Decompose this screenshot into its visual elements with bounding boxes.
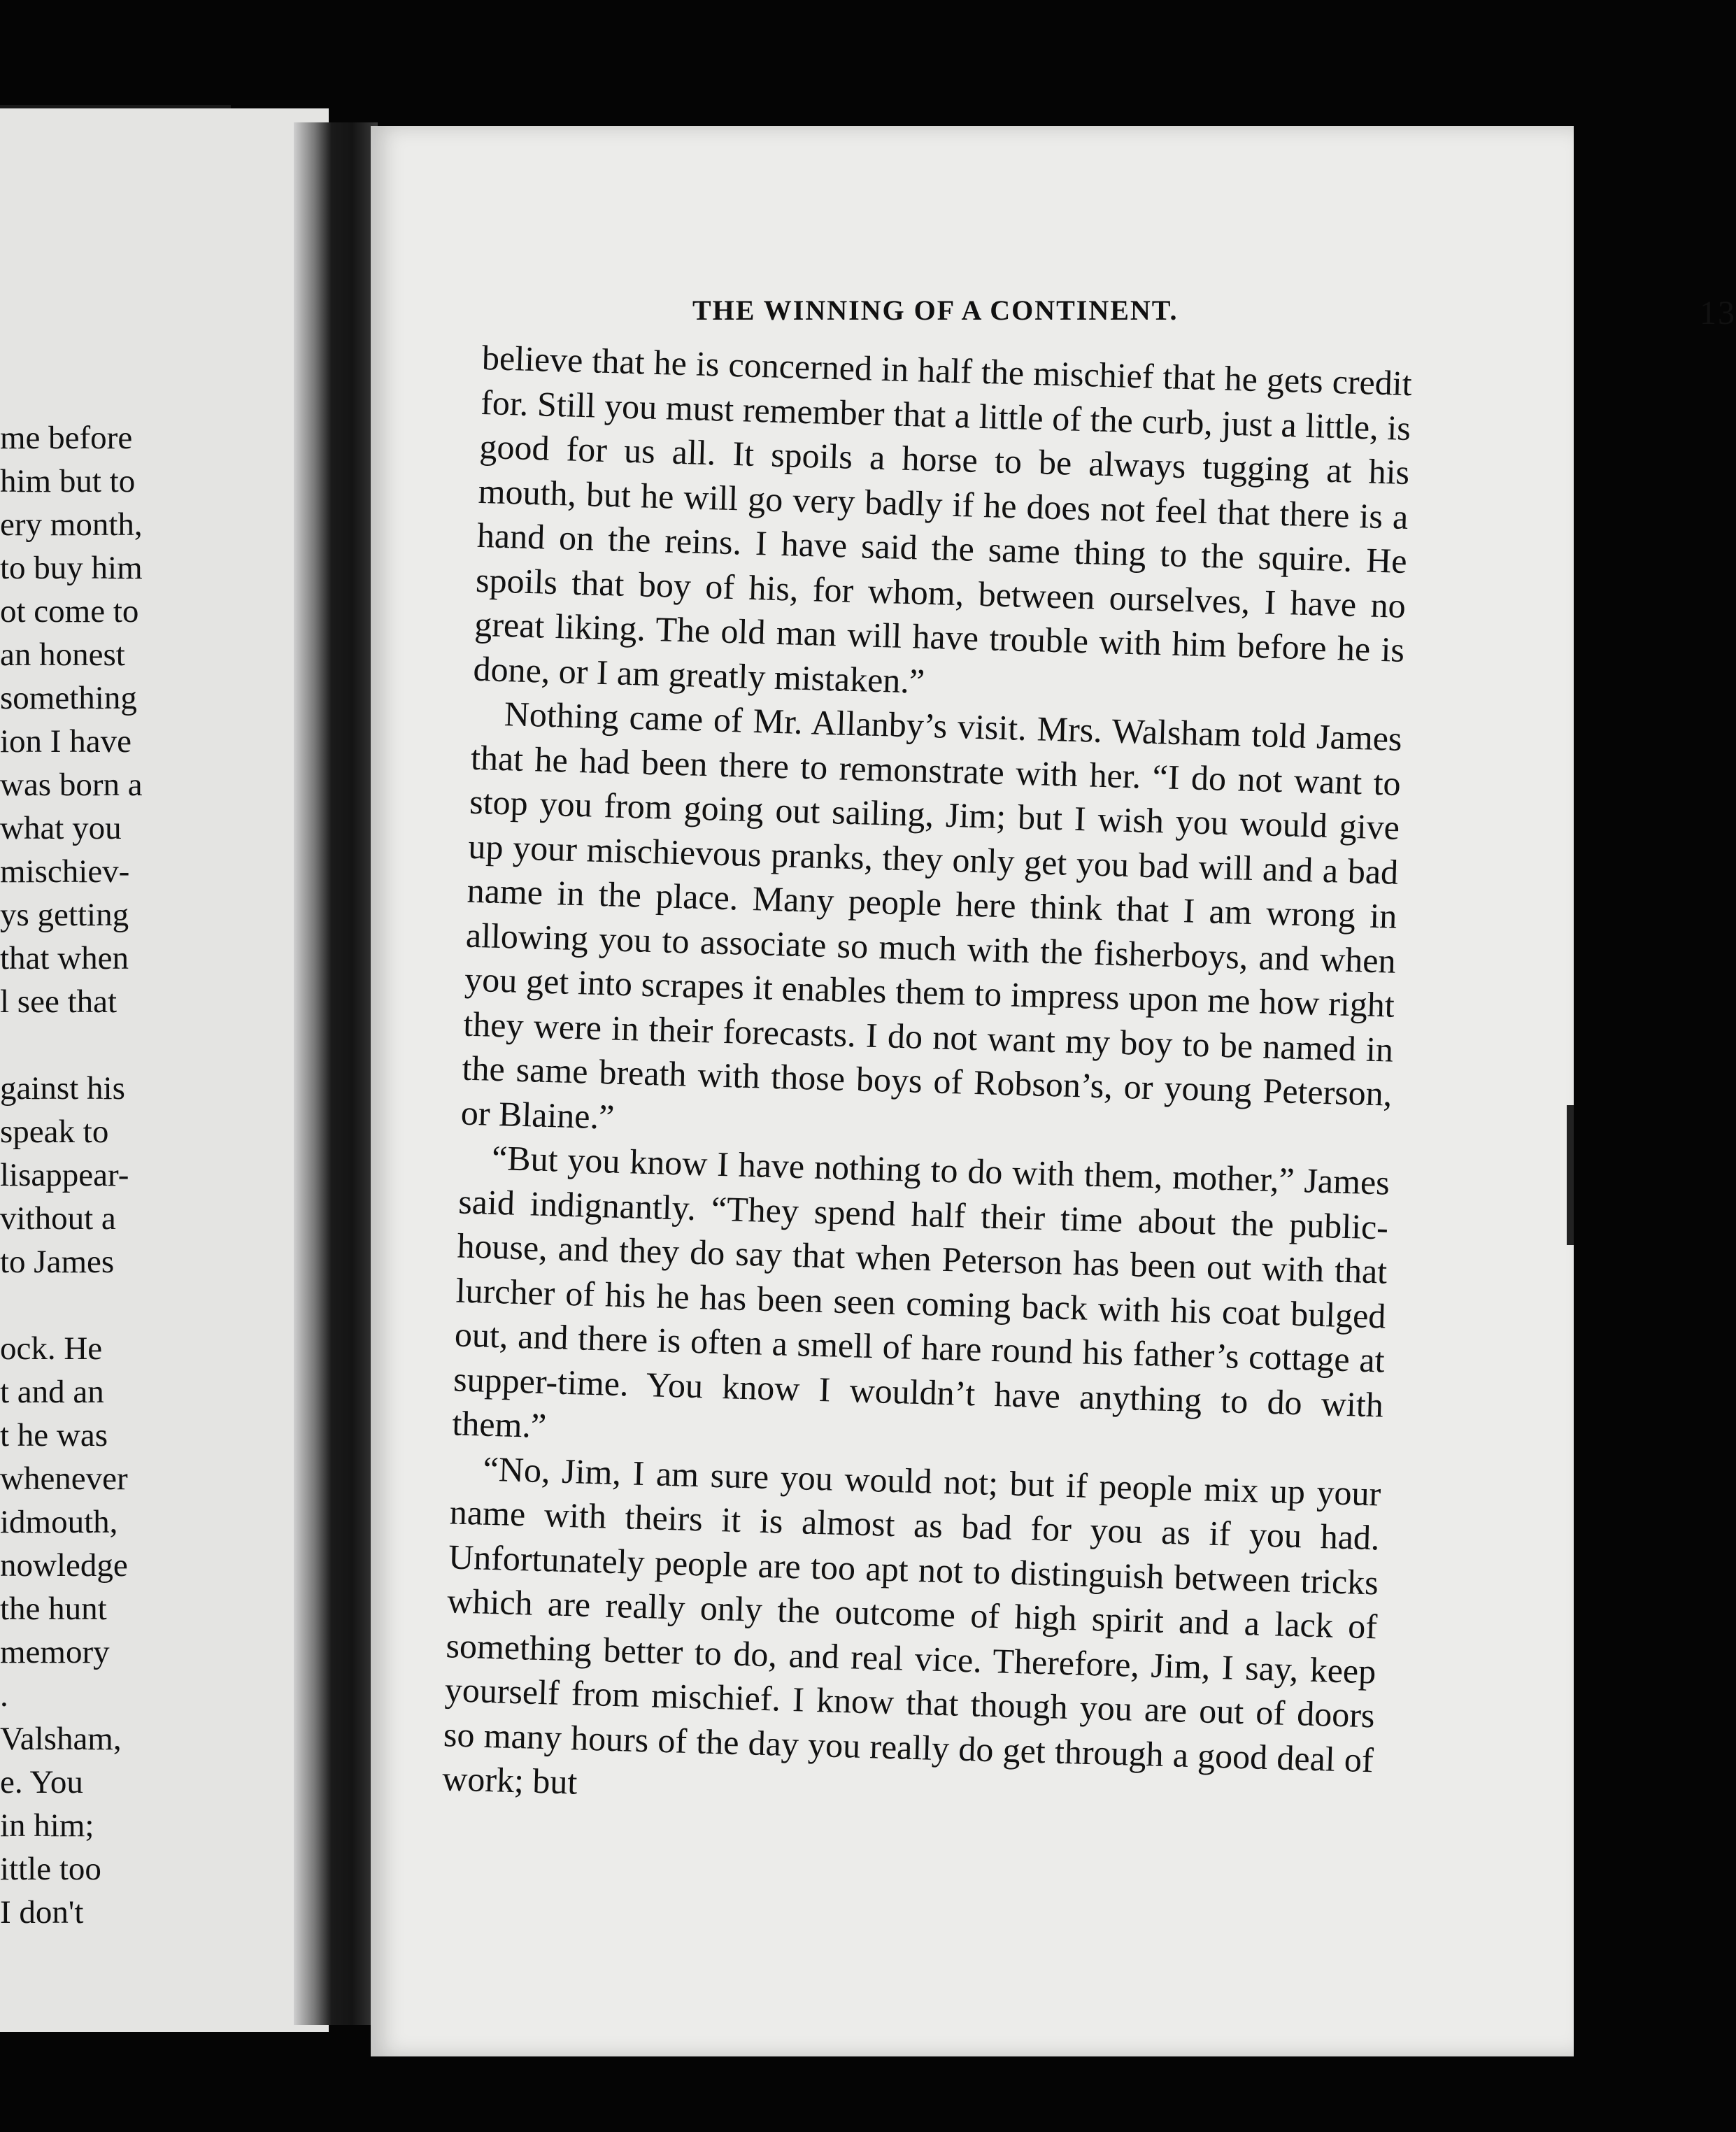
paragraph: believe that he is concerned in half the mischief that he gets credit for. Still you must remember that a little of the curb, just a little, is good for us all. It spoils a horse to be always tugging at his mouth, but he will go very badly if he does not feel that there is a hand on the reins. I have said the same thing to the squire. He spoils that boy of his, for whom, between ourselves, I have no great liking. The old man will have trouble with him before he is done, or I am greatly mistaken.” bbox=[472, 337, 1413, 701]
left-line bbox=[0, 1284, 329, 1327]
left-line: l see that bbox=[0, 983, 118, 1020]
left-line: to James bbox=[0, 1244, 115, 1280]
left-line: memory bbox=[0, 1634, 110, 1670]
left-line: Valsham, bbox=[0, 1721, 122, 1757]
left-page-text bbox=[0, 416, 329, 1934]
left-line: to buy him bbox=[0, 550, 143, 586]
left-line: ittle too bbox=[0, 1851, 101, 1887]
left-line: the hunt bbox=[0, 1591, 107, 1627]
paragraph: “But you know I have nothing to do with them, mother,” James said indignantly. “They spend half their time about the public-house, and they do say that when Peterson has been out with that lurcher of his he has been seen coming back with his coat bulged out, and there is often a smell of hare round his father’s cottage at supper-time. You know I wouldn’t have anything to do with them.” bbox=[451, 1137, 1390, 1446]
right-page bbox=[371, 126, 1736, 2056]
running-head-title: THE WINNING OF A CONTINENT. bbox=[692, 294, 1179, 326]
left-line: mischiev- bbox=[0, 853, 130, 890]
left-page bbox=[0, 108, 329, 2032]
left-line: him but to bbox=[0, 463, 136, 499]
left-line: an honest bbox=[0, 637, 125, 673]
left-line: me before bbox=[0, 420, 133, 456]
left-line: ery month, bbox=[0, 506, 143, 543]
left-line: that when bbox=[0, 940, 129, 976]
left-line: speak to bbox=[0, 1114, 109, 1150]
book-spine-gutter bbox=[294, 122, 378, 2025]
left-line: I don't bbox=[0, 1894, 84, 1931]
left-line: e. You bbox=[0, 1764, 83, 1800]
left-line: t and an bbox=[0, 1374, 104, 1410]
left-line: nowledge bbox=[0, 1547, 128, 1584]
page-number: 13 bbox=[1700, 294, 1736, 332]
left-line: whenever bbox=[0, 1461, 128, 1497]
left-line: ock. He bbox=[0, 1330, 103, 1367]
left-line: idmouth, bbox=[0, 1504, 118, 1540]
left-line: . bbox=[0, 1677, 8, 1714]
left-line: in him; bbox=[0, 1807, 94, 1844]
left-line: t he was bbox=[0, 1417, 108, 1454]
left-line: ot come to bbox=[0, 593, 139, 630]
left-line: gainst his bbox=[0, 1070, 125, 1107]
left-line: vithout a bbox=[0, 1200, 116, 1237]
page-edge-mark bbox=[1567, 1105, 1574, 1245]
left-line: was born a bbox=[0, 767, 143, 803]
running-head bbox=[692, 294, 1736, 332]
left-line: ion I have bbox=[0, 723, 131, 760]
left-line: lisappear- bbox=[0, 1157, 129, 1193]
left-line: ys getting bbox=[0, 897, 129, 933]
left-line bbox=[0, 1023, 329, 1067]
body-text bbox=[441, 336, 1412, 1827]
paragraph: Nothing came of Mr. Allanby’s visit. Mrs. Walsham told James that he had been there to remonstrate with her. “I do not want to stop you from going out sailing, Jim; but I wish you would give up your mischievous pranks, they only get you bad will and a bad name in the place. Many people here think that I am wrong in allowing you to associate so much with the fisherboys, and when you get into scrapes it enables them to impress upon me how right they were in their forecasts. I do not want my boy to be named in the same breath with those boys of Robson’s, or young Peterson, or Blaine.” bbox=[460, 694, 1403, 1137]
left-line: what you bbox=[0, 810, 122, 846]
paragraph: “No, Jim, I am sure you would not; but if people mix up your name with theirs it is almost as bad for you as if you had. Unfortunately people are too apt not to distinguish between tricks which are really only the outcome of high spirit and a lack of something better to do, and real vice. Therefore, Jim, I say, keep yourself from mischief. I know that though you are out of doors so many hours of the day you really do get through a good deal of work; but bbox=[441, 1449, 1382, 1802]
left-line: something bbox=[0, 680, 137, 716]
